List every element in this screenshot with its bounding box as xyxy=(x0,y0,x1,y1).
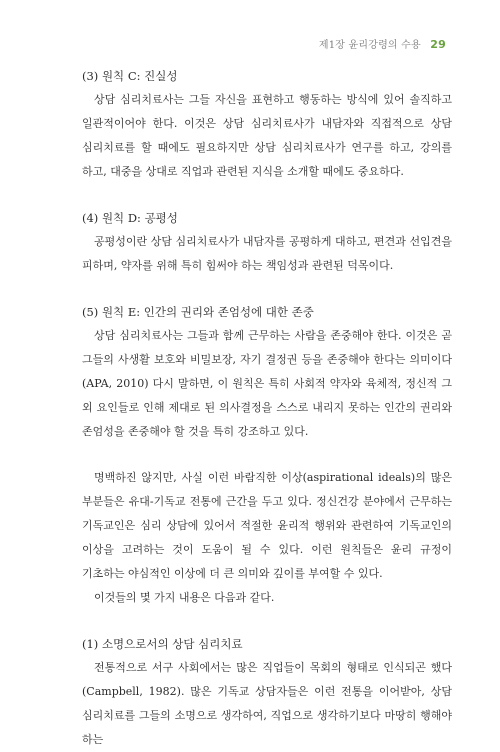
section-heading: (4) 원칙 D: 공평성 xyxy=(82,211,178,225)
section-heading: (3) 원칙 C: 진실성 xyxy=(82,69,178,83)
paragraph: 전통적으로 서구 사회에서는 많은 직업들이 목회의 형태로 인식되곤 했다(Campbell, 1982). 많은 기독교 상담자들은 이런 전통을 이어받아, 상담 심리치료를 그들의 소명으로 생각하여, 직업으로 생각하기보다 마땅히 행해야 하는 xyxy=(82,661,452,746)
section-principle-d xyxy=(82,206,452,278)
paragraph: 명백하진 않지만, 사실 이런 바람직한 이상(aspirational ideals)의 많은 부분들은 유대-기독교 전통에 근간을 두고 있다. 정신건강 분야에서 근무하는 기독교인은 심리 상담에 있어서 적절한 윤리적 행위와 관련하여 기독교인의 이상을 고려하는 것이 도움이 될 수 있다. 이런 원칙들은 윤리 규정이 기초하는 야심적인 이상에 더 큰 의미와 깊이를 부여할 수 있다. xyxy=(82,471,452,580)
page-body xyxy=(82,64,452,752)
section-aspirational-ideals xyxy=(82,466,452,610)
page-number: 29 xyxy=(430,38,446,51)
section-heading: (5) 원칙 E: 인간의 권리와 존엄성에 대한 존중 xyxy=(82,305,314,319)
paragraph: 상담 심리치료사는 그들과 함께 근무하는 사람을 존중해야 한다. 이것은 곧 그들의 사생활 보호와 비밀보장, 자기 결정권 등을 존중해야 한다는 의미이다(APA, 2010) 다시 말하면, 이 원칙은 특히 사회적 약자와 육체적, 정신적 그 외 요인들로 인해 제대로 된 의사결정을 스스로 내리지 못하는 인간의 권리와 존엄성을 존중해야 할 것을 특히 강조하고 있다. xyxy=(82,329,452,438)
section-principle-c xyxy=(82,64,452,184)
paragraph: 공평성이란 상담 심리치료사가 내담자를 공평하게 대하고, 편견과 선입견을 피하며, 약자를 위해 특히 힘써야 하는 책임성과 관련된 덕목이다. xyxy=(82,235,452,272)
running-header xyxy=(319,36,446,51)
section-calling xyxy=(82,632,452,752)
chapter-title: 제1장 윤리강령의 수용 xyxy=(318,40,421,51)
paragraph: 이것들의 몇 가지 내용은 다음과 같다. xyxy=(94,591,275,604)
section-principle-e xyxy=(82,300,452,444)
paragraph: 상담 심리치료사는 그들 자신을 표현하고 행동하는 방식에 있어 솔직하고 일관적이어야 한다. 이것은 상담 심리치료사가 내담자와 직접적으로 상담 심리치료를 할 때에도 필요하지만 상담 심리치료사가 연구를 하고, 강의를 하고, 대중을 상대로 직업과 관련된 지식을 소개할 때에도 중요하다. xyxy=(82,93,452,178)
section-heading: (1) 소명으로서의 상담 심리치료 xyxy=(82,637,243,651)
